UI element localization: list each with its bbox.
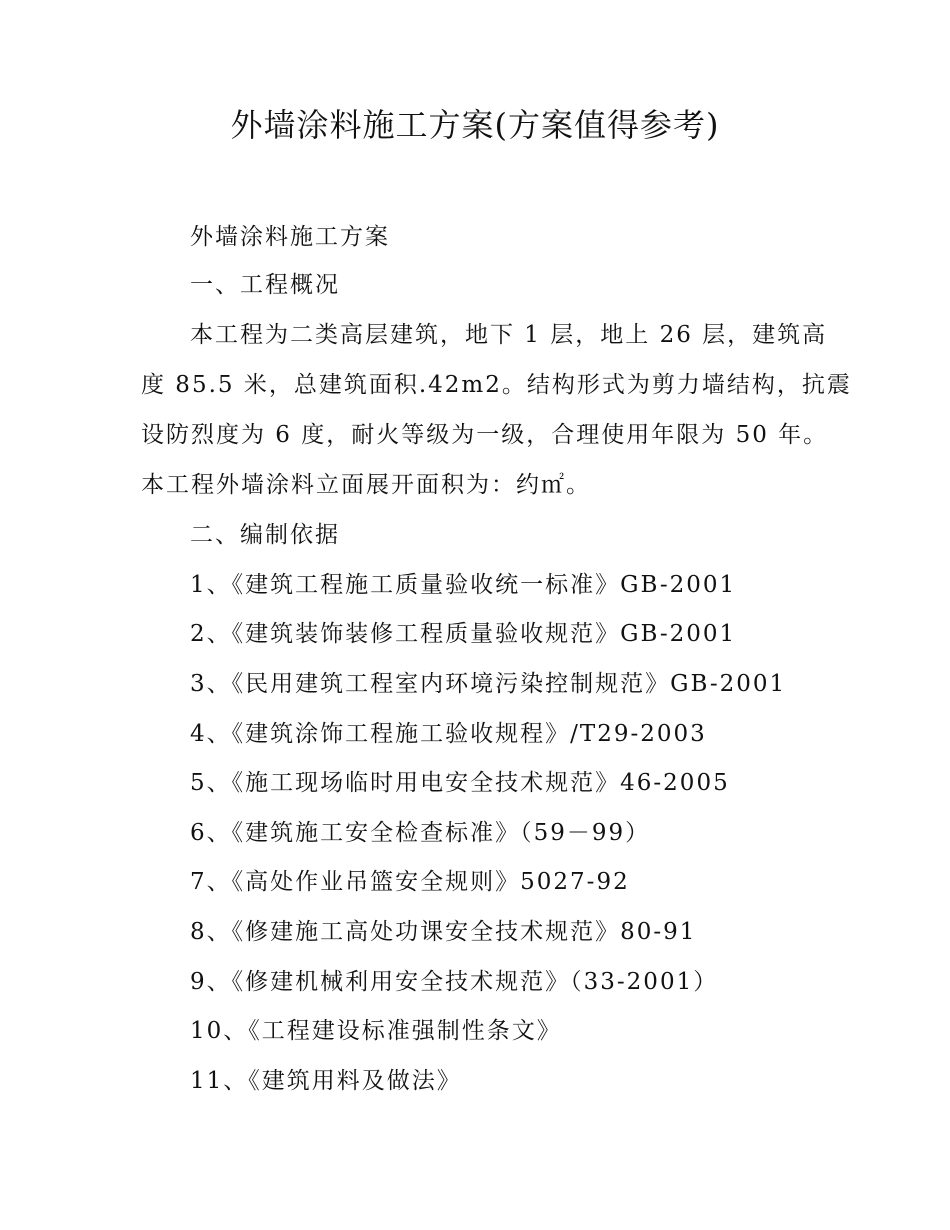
document-subtitle: 外墙涂料施工方案	[190, 224, 390, 250]
basis-list-item: 8、《修建施工高处功课安全技术规范》80-91	[190, 919, 697, 945]
basis-list-item: 3、《民用建筑工程室内环境污染控制规范》GB-2001	[190, 671, 787, 697]
basis-list-item: 6、《建筑施工安全检查标准》（59－99）	[190, 820, 651, 846]
basis-list-item: 9、《修建机械利用安全技术规范》（33-2001）	[190, 969, 719, 995]
overview-line: 设防烈度为 6 度，耐火等级为一级，合理使用年限为 50 年。	[141, 422, 829, 448]
overview-line: 度 85.5 米，总建筑面积.42m2。结构形式为剪力墙结构，抗震	[141, 372, 852, 398]
document-title: 外墙涂料施工方案(方案值得参考)	[230, 106, 720, 144]
basis-list-item: 1、《建筑工程施工质量验收统一标准》GB-2001	[190, 572, 737, 598]
section-heading-basis: 二、编制依据	[190, 522, 340, 548]
basis-list-item: 10、《工程建设标准强制性条文》	[190, 1018, 562, 1044]
overview-line: 本工程外墙涂料立面展开面积为：约㎡。	[141, 472, 591, 498]
basis-list-item: 5、《施工现场临时用电安全技术规范》46-2005	[190, 770, 730, 796]
basis-list-item: 4、《建筑涂饰工程施工验收规程》/T29-2003	[190, 721, 707, 747]
overview-line: 本工程为二类高层建筑，地下 1 层，地上 26 层，建筑高	[190, 322, 828, 348]
basis-list-item: 2、《建筑装饰装修工程质量验收规范》GB-2001	[190, 621, 737, 647]
basis-list-item: 11、《建筑用料及做法》	[190, 1068, 462, 1094]
section-heading-overview: 一、工程概况	[190, 272, 340, 298]
basis-list-item: 7、《高处作业吊篮安全规则》5027-92	[190, 869, 630, 895]
